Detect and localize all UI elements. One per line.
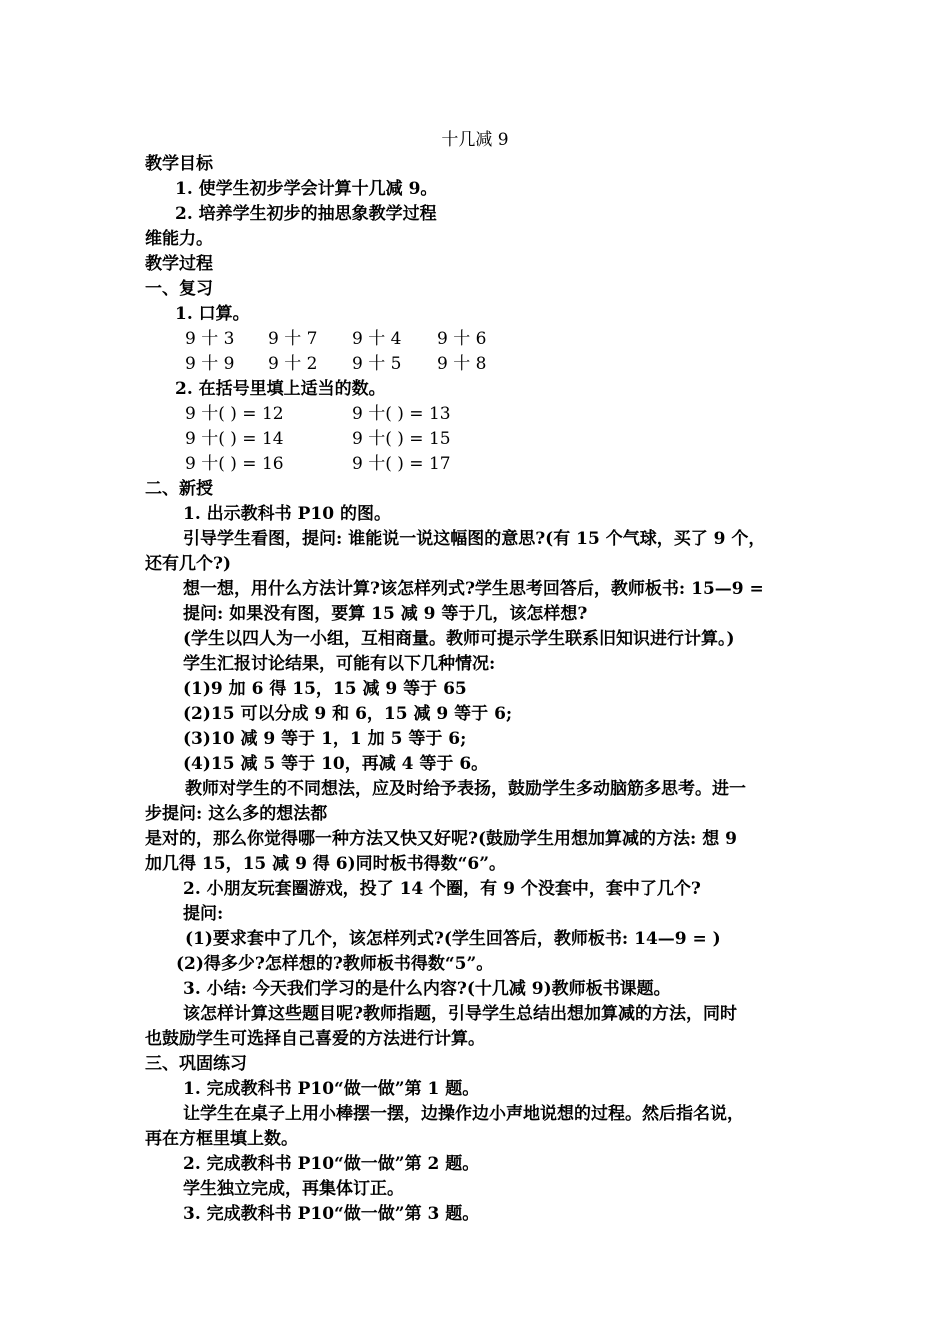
fill-cell: 9 十( ) = 17 — [352, 454, 451, 474]
oral-cell: 9 十 5 — [352, 354, 402, 374]
list-item: (1)9 加 6 得 15，15 减 9 等于 65 — [183, 679, 467, 699]
oral-cell: 9 十 2 — [268, 354, 318, 374]
paragraph: 学生独立完成，再集体订正。 — [183, 1179, 404, 1199]
paragraph: 提问: — [183, 904, 224, 924]
oral-cell: 9 十 9 — [185, 354, 235, 374]
goals-heading: 教学目标 — [145, 154, 213, 174]
fill-cell: 9 十( ) = 13 — [352, 404, 451, 424]
process-heading: 教学过程 — [145, 254, 213, 274]
oral-cell: 9 十 7 — [268, 329, 318, 349]
goal-item-2-continued: 维能力。 — [145, 229, 213, 249]
review-heading: 一、复习 — [145, 279, 213, 299]
paragraph: 提问: 如果没有图，要算 15 减 9 等于几，该怎样想? — [183, 604, 588, 624]
paragraph: 也鼓励学生可选择自己喜爱的方法进行计算。 — [145, 1029, 485, 1049]
list-item: (2)15 可以分成 9 和 6，15 减 9 等于 6; — [183, 704, 513, 724]
paragraph: 3. 完成教科书 P10“做一做”第 3 题。 — [183, 1204, 480, 1224]
fill-cell: 9 十( ) = 12 — [185, 404, 284, 424]
paragraph: 学生汇报讨论结果，可能有以下几种情况: — [183, 654, 496, 674]
paragraph: 加几得 15，15 减 9 得 6)同时板书得数“6”。 — [145, 854, 506, 874]
paragraph: 想一想，用什么方法计算?该怎样列式?学生思考回答后，教师板书: 15—9 = — [183, 579, 764, 599]
list-item: (2)得多少?怎样想的?教师板书得数“5”。 — [176, 954, 494, 974]
paragraph: 1. 完成教科书 P10“做一做”第 1 题。 — [183, 1079, 480, 1099]
paragraph: 2. 小朋友玩套圈游戏，投了 14 个圈，有 9 个没套中，套中了几个? — [183, 879, 701, 899]
oral-cell: 9 十 4 — [352, 329, 402, 349]
oral-cell: 9 十 3 — [185, 329, 235, 349]
paragraph: 引导学生看图，提问: 谁能说一说这幅图的意思?(有 15 个气球，买了 9 个， — [183, 529, 766, 549]
fill-cell: 9 十( ) = 14 — [185, 429, 284, 449]
list-item: (3)10 减 9 等于 1，1 加 5 等于 6; — [183, 729, 467, 749]
fill-blank-label: 2. 在括号里填上适当的数。 — [175, 379, 386, 399]
paragraph: 让学生在桌子上用小棒摆一摆，边操作边小声地说想的过程。然后指名说， — [183, 1104, 744, 1124]
paragraph: 教师对学生的不同想法，应及时给予表扬，鼓励学生多动脑筋多思考。进一 — [185, 779, 746, 799]
paragraph: 再在方框里填上数。 — [145, 1129, 298, 1149]
list-item: (4)15 减 5 等于 10，再减 4 等于 6。 — [183, 754, 489, 774]
goal-item-1: 1. 使学生初步学会计算十几减 9。 — [175, 179, 438, 199]
oral-cell: 9 十 6 — [437, 329, 487, 349]
fill-cell: 9 十( ) = 16 — [185, 454, 284, 474]
list-item: (1)要求套中了几个，该怎样列式?(学生回答后，教师板书: 14—9 = ) — [185, 929, 721, 949]
oral-cell: 9 十 8 — [437, 354, 487, 374]
goal-item-2: 2. 培养学生初步的抽思象教学过程 — [175, 204, 437, 224]
paragraph: (学生以四人为一小组，互相商量。教师可提示学生联系旧知识进行计算。) — [183, 629, 735, 649]
paragraph: 步提问: 这么多的想法都 — [145, 804, 328, 824]
paragraph: 3. 小结: 今天我们学习的是什么内容?(十几减 9)教师板书课题。 — [183, 979, 671, 999]
page-title: 十几减 9 — [441, 130, 509, 150]
paragraph: 还有几个?) — [145, 554, 232, 574]
paragraph: 该怎样计算这些题目呢?教师指题，引导学生总结出想加算减的方法，同时 — [183, 1004, 737, 1024]
paragraph: 2. 完成教科书 P10“做一做”第 2 题。 — [183, 1154, 480, 1174]
paragraph: 是对的，那么你觉得哪一种方法又快又好呢?(鼓励学生用想加算减的方法: 想 9 — [145, 829, 737, 849]
practice-heading: 三、巩固练习 — [145, 1054, 247, 1074]
oral-calc-label: 1. 口算。 — [175, 304, 250, 324]
fill-cell: 9 十( ) = 15 — [352, 429, 451, 449]
paragraph: 1. 出示教科书 P10 的图。 — [183, 504, 391, 524]
new-lesson-heading: 二、新授 — [145, 479, 213, 499]
